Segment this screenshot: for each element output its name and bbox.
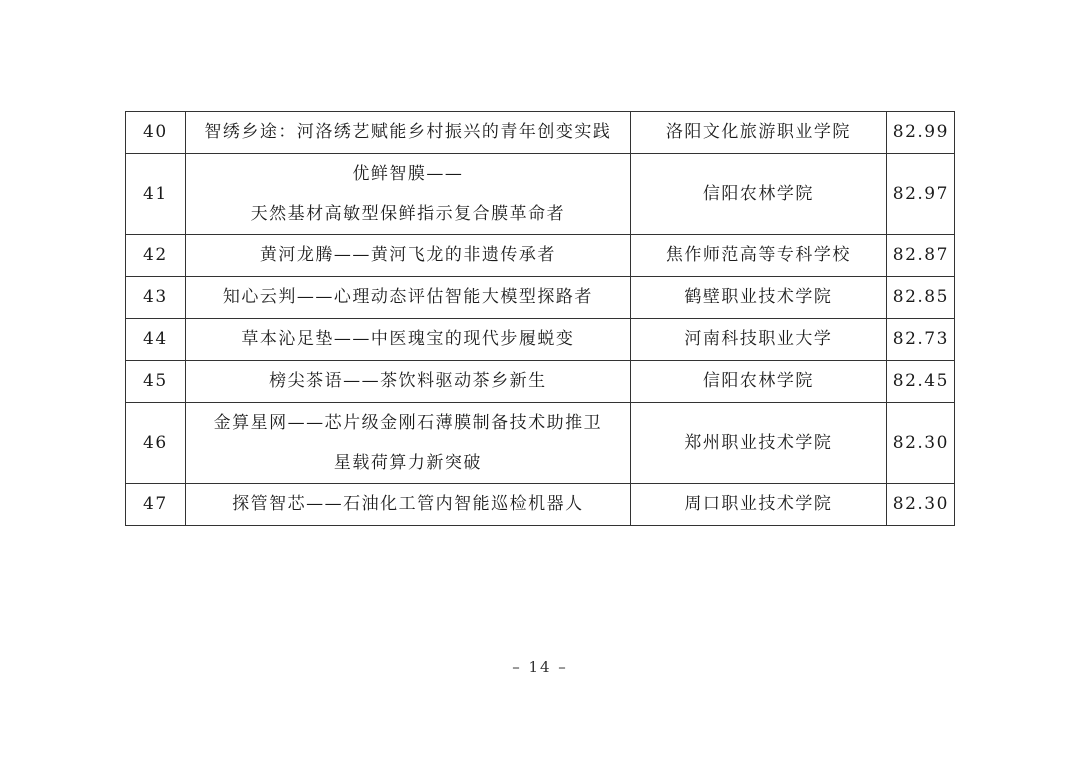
rank-number: 43 (126, 277, 186, 319)
school-name: 郑州职业技术学院 (631, 403, 887, 484)
project-name-line: 智绣乡途：河洛绣艺赋能乡村振兴的青年创变实践 (204, 122, 612, 142)
project-name-line: 天然基材高敏型保鲜指示复合膜革命者 (250, 204, 566, 224)
ranking-table (125, 111, 955, 526)
rank-number: 46 (126, 403, 186, 484)
project-name (185, 235, 630, 277)
score: 82.73 (886, 319, 954, 361)
project-name-line: 星载荷算力新突破 (333, 453, 482, 473)
score: 82.45 (886, 361, 954, 403)
school-name: 信阳农林学院 (631, 154, 887, 235)
rank-number: 41 (126, 154, 186, 235)
project-name-line: 黄河龙腾——黄河飞龙的非遗传承者 (259, 245, 556, 265)
school-name: 信阳农林学院 (631, 361, 887, 403)
project-name-line: 知心云判——心理动态评估智能大模型探路者 (222, 287, 593, 307)
table-row (126, 403, 955, 484)
school-name: 焦作师范高等专科学校 (631, 235, 887, 277)
table-row (126, 361, 955, 403)
project-name-line: 榜尖茶语——茶饮料驱动茶乡新生 (269, 371, 547, 391)
table-row (126, 319, 955, 361)
rank-number: 42 (126, 235, 186, 277)
rank-number: 44 (126, 319, 186, 361)
table-row (126, 277, 955, 319)
project-name (185, 484, 630, 526)
score: 82.99 (886, 112, 954, 154)
project-name-line: 金算星网——芯片级金刚石薄膜制备技术助推卫 (213, 413, 603, 433)
project-name (185, 403, 630, 484)
project-name (185, 154, 630, 235)
rank-number: 47 (126, 484, 186, 526)
school-name: 鹤壁职业技术学院 (631, 277, 887, 319)
rank-number: 45 (126, 361, 186, 403)
score: 82.85 (886, 277, 954, 319)
project-name-line: 草本沁足垫——中医瑰宝的现代步履蜕变 (241, 329, 575, 349)
score: 82.87 (886, 235, 954, 277)
project-name (185, 112, 630, 154)
project-name (185, 277, 630, 319)
school-name: 河南科技职业大学 (631, 319, 887, 361)
rank-number: 40 (126, 112, 186, 154)
school-name: 洛阳文化旅游职业学院 (631, 112, 887, 154)
table-row (126, 112, 955, 154)
project-name-line: 优鲜智膜—— (352, 164, 464, 184)
table-row (126, 484, 955, 526)
page-number: – 14 – (512, 658, 568, 676)
table-row (126, 154, 955, 235)
score: 82.97 (886, 154, 954, 235)
project-name (185, 319, 630, 361)
table-row (126, 235, 955, 277)
score: 82.30 (886, 484, 954, 526)
project-name (185, 361, 630, 403)
project-name-line: 探管智芯——石油化工管内智能巡检机器人 (232, 494, 584, 514)
school-name: 周口职业技术学院 (631, 484, 887, 526)
score: 82.30 (886, 403, 954, 484)
